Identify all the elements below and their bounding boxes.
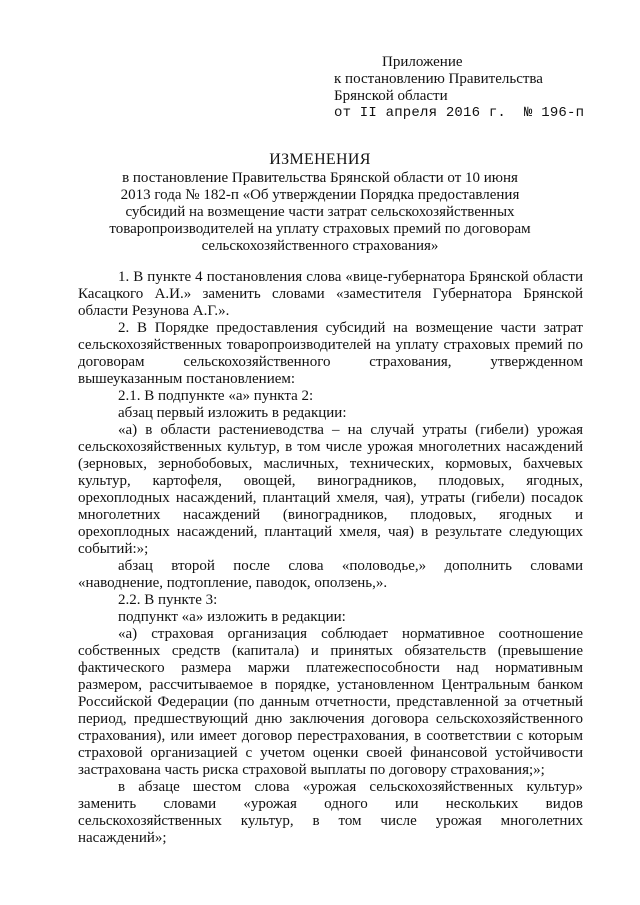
body-paragraph: 2.2. В пункте 3:: [118, 592, 218, 608]
appendix-header: [334, 54, 584, 122]
document-title: ИЗМЕНЕНИЯ: [269, 151, 371, 168]
subtitle-line: сельскохозяйственного страхования»: [201, 238, 439, 254]
appendix-dateline: [334, 105, 584, 122]
body-paragraph: 2.1. В подпункте «а» пункта 2:: [118, 388, 314, 404]
appendix-number: № 196-п: [524, 105, 585, 121]
subtitle-line: субсидий на возмещение части затрат сельскохозяйственных: [125, 204, 515, 220]
subtitle-line: в постановление Правительства Брянской области от 10 июня: [122, 170, 518, 186]
body-paragraph: 1. В пункте 4 постановления слова «вице-губернатора Брянской области Касацкого А.И.» заменить словами «заместителя Губернатора Брянской области Резунова А.Г.».: [78, 269, 583, 319]
appendix-resolution-ref: к постановлению Правительства: [334, 71, 543, 87]
body-paragraph: в абзаце шестом слова «урожая сельскохозяйственных культур» заменить словами «урожая одного или нескольких видов сельскохозяйственных культур, в том числе урожая многолетних насаждений»;: [78, 779, 583, 846]
appendix-region: Брянской области: [334, 88, 448, 104]
body-paragraph: подпункт «а» изложить в редакции:: [118, 609, 346, 625]
body-paragraph: «а) страховая организация соблюдает нормативное соотношение собственных средств (капитала) и принятых обязательств (превышение фактического размера маржи платежеспособности над нормативным размером, рассчитываемое в порядке, установленном Центральным банком Российской Федерации (по данным отчетности, представленной за отчетный период, предшествующий дню заключения договора сельскохозяйственного страхования), или имеет договор перестрахования, в соответствии с которым страховой организацией с учетом оценки своей финансовой устойчивости застрахована часть риска страховой выплаты по договору страхования;»;: [78, 626, 583, 778]
body-paragraph: 2. В Порядке предоставления субсидий на возмещение части затрат сельскохозяйственных товаропроизводителей на уплату страховых премий по договорам сельскохозяйственного страхования, утвержденном вышеуказанным постановлением:: [78, 320, 583, 387]
document-body: [78, 269, 583, 847]
document-subtitle: [100, 170, 540, 255]
body-paragraph: абзац первый изложить в редакции:: [118, 405, 347, 421]
appendix-label: Приложение: [382, 54, 463, 70]
body-paragraph: «а) в области растениеводства – на случай утраты (гибели) урожая сельскохозяйственных культур, в том числе урожая многолетних насаждений (зерновых, зернобобовых, масличных, технических, кормовых, бахчевых культур, картофеля, овощей, виноградников, плодовых, ягодных, орехоплодных насаждений, плантаций хмеля, чая), утраты (гибели) посадок многолетних насаждений (виноградников, плодовых, ягодных и орехоплодных насаждений, плантаций хмеля, чая) в результате следующих событий:»;: [78, 422, 583, 557]
appendix-date: от II апреля 2016 г.: [334, 105, 507, 121]
subtitle-line: товаропроизводителей на уплату страховых премий по договорам: [109, 221, 531, 237]
subtitle-line: 2013 года № 182-п «Об утверждении Порядка предоставления: [120, 187, 520, 203]
body-paragraph: абзац второй после слова «половодье,» дополнить словами «наводнение, подтопление, паводок, оползень,».: [78, 558, 583, 591]
